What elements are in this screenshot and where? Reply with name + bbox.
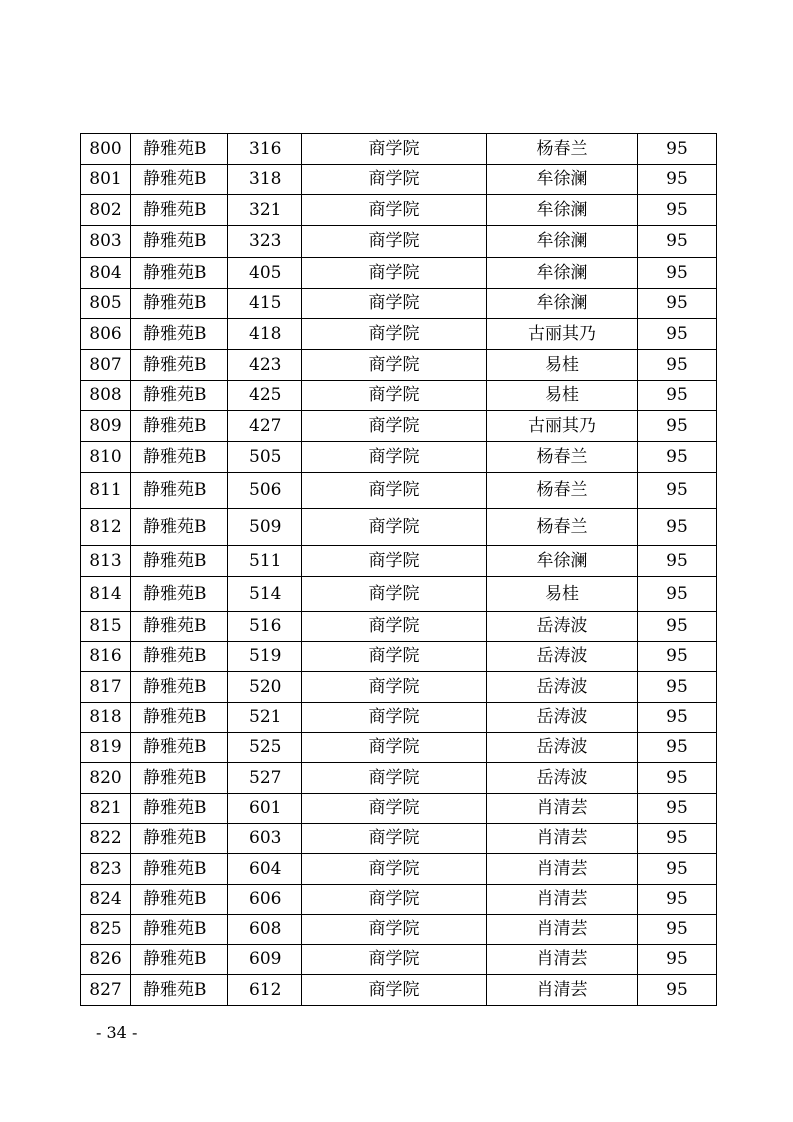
score-cell: 95	[638, 703, 717, 733]
building-cell: 静雅苑B	[131, 411, 228, 442]
person-cell: 古丽其乃	[487, 411, 638, 442]
person-cell: 肖清芸	[487, 794, 638, 824]
row-number-cell: 813	[81, 546, 131, 577]
score-cell: 95	[638, 473, 717, 509]
table-row	[81, 442, 717, 473]
table-row	[81, 975, 717, 1006]
score-cell: 95	[638, 733, 717, 763]
college-cell: 商学院	[302, 915, 487, 945]
college-cell: 商学院	[302, 763, 487, 794]
score-cell: 95	[638, 885, 717, 915]
table-row	[81, 612, 717, 642]
room-cell: 505	[228, 442, 302, 473]
score-cell: 95	[638, 319, 717, 350]
person-cell: 古丽其乃	[487, 319, 638, 350]
person-cell: 肖清芸	[487, 975, 638, 1006]
score-cell: 95	[638, 672, 717, 703]
college-cell: 商学院	[302, 885, 487, 915]
person-cell: 易桂	[487, 350, 638, 381]
building-cell: 静雅苑B	[131, 763, 228, 794]
person-cell: 岳涛波	[487, 612, 638, 642]
building-cell: 静雅苑B	[131, 195, 228, 226]
row-number-cell: 817	[81, 672, 131, 703]
table-row	[81, 350, 717, 381]
college-cell: 商学院	[302, 411, 487, 442]
table-row	[81, 319, 717, 350]
college-cell: 商学院	[302, 612, 487, 642]
table-row	[81, 577, 717, 612]
score-cell: 95	[638, 226, 717, 258]
building-cell: 静雅苑B	[131, 226, 228, 258]
table-row	[81, 473, 717, 509]
person-cell: 牟徐澜	[487, 289, 638, 319]
score-cell: 95	[638, 350, 717, 381]
score-cell: 95	[638, 289, 717, 319]
college-cell: 商学院	[302, 546, 487, 577]
building-cell: 静雅苑B	[131, 854, 228, 885]
building-cell: 静雅苑B	[131, 612, 228, 642]
score-cell: 95	[638, 381, 717, 411]
row-number-cell: 802	[81, 195, 131, 226]
room-cell: 511	[228, 546, 302, 577]
building-cell: 静雅苑B	[131, 509, 228, 546]
room-cell: 423	[228, 350, 302, 381]
building-cell: 静雅苑B	[131, 319, 228, 350]
college-cell: 商学院	[302, 509, 487, 546]
score-cell: 95	[638, 577, 717, 612]
score-cell: 95	[638, 165, 717, 195]
score-cell: 95	[638, 134, 717, 165]
building-cell: 静雅苑B	[131, 703, 228, 733]
table-row	[81, 381, 717, 411]
row-number-cell: 827	[81, 975, 131, 1006]
person-cell: 杨春兰	[487, 509, 638, 546]
room-cell: 525	[228, 733, 302, 763]
score-cell: 95	[638, 642, 717, 672]
person-cell: 肖清芸	[487, 885, 638, 915]
score-cell: 95	[638, 794, 717, 824]
room-cell: 427	[228, 411, 302, 442]
person-cell: 牟徐澜	[487, 546, 638, 577]
college-cell: 商学院	[302, 319, 487, 350]
table-row	[81, 289, 717, 319]
page-number: - 34 -	[96, 1023, 138, 1042]
row-number-cell: 804	[81, 258, 131, 289]
row-number-cell: 826	[81, 945, 131, 975]
row-number-cell: 800	[81, 134, 131, 165]
score-cell: 95	[638, 442, 717, 473]
building-cell: 静雅苑B	[131, 642, 228, 672]
table-row	[81, 226, 717, 258]
room-cell: 425	[228, 381, 302, 411]
building-cell: 静雅苑B	[131, 885, 228, 915]
person-cell: 杨春兰	[487, 442, 638, 473]
room-cell: 601	[228, 794, 302, 824]
building-cell: 静雅苑B	[131, 381, 228, 411]
building-cell: 静雅苑B	[131, 915, 228, 945]
person-cell: 岳涛波	[487, 672, 638, 703]
college-cell: 商学院	[302, 794, 487, 824]
college-cell: 商学院	[302, 289, 487, 319]
table-body	[81, 134, 717, 1006]
building-cell: 静雅苑B	[131, 824, 228, 854]
college-cell: 商学院	[302, 473, 487, 509]
row-number-cell: 820	[81, 763, 131, 794]
building-cell: 静雅苑B	[131, 577, 228, 612]
building-cell: 静雅苑B	[131, 258, 228, 289]
score-cell: 95	[638, 854, 717, 885]
row-number-cell: 822	[81, 824, 131, 854]
table-row	[81, 824, 717, 854]
room-cell: 612	[228, 975, 302, 1006]
room-cell: 321	[228, 195, 302, 226]
college-cell: 商学院	[302, 824, 487, 854]
person-cell: 岳涛波	[487, 703, 638, 733]
score-cell: 95	[638, 824, 717, 854]
room-cell: 527	[228, 763, 302, 794]
score-cell: 95	[638, 915, 717, 945]
row-number-cell: 810	[81, 442, 131, 473]
row-number-cell: 809	[81, 411, 131, 442]
row-number-cell: 803	[81, 226, 131, 258]
college-cell: 商学院	[302, 442, 487, 473]
person-cell: 岳涛波	[487, 733, 638, 763]
room-cell: 318	[228, 165, 302, 195]
college-cell: 商学院	[302, 672, 487, 703]
building-cell: 静雅苑B	[131, 672, 228, 703]
row-number-cell: 808	[81, 381, 131, 411]
row-number-cell: 818	[81, 703, 131, 733]
building-cell: 静雅苑B	[131, 289, 228, 319]
person-cell: 牟徐澜	[487, 195, 638, 226]
score-cell: 95	[638, 195, 717, 226]
row-number-cell: 821	[81, 794, 131, 824]
room-cell: 514	[228, 577, 302, 612]
person-cell: 易桂	[487, 381, 638, 411]
building-cell: 静雅苑B	[131, 350, 228, 381]
room-cell: 520	[228, 672, 302, 703]
building-cell: 静雅苑B	[131, 442, 228, 473]
room-cell: 418	[228, 319, 302, 350]
table-row	[81, 509, 717, 546]
row-number-cell: 805	[81, 289, 131, 319]
table-row	[81, 915, 717, 945]
score-cell: 95	[638, 411, 717, 442]
score-cell: 95	[638, 763, 717, 794]
room-cell: 506	[228, 473, 302, 509]
college-cell: 商学院	[302, 733, 487, 763]
person-cell: 肖清芸	[487, 854, 638, 885]
table-row	[81, 195, 717, 226]
college-cell: 商学院	[302, 703, 487, 733]
college-cell: 商学院	[302, 945, 487, 975]
table-row	[81, 642, 717, 672]
room-cell: 516	[228, 612, 302, 642]
building-cell: 静雅苑B	[131, 945, 228, 975]
college-cell: 商学院	[302, 134, 487, 165]
college-cell: 商学院	[302, 165, 487, 195]
room-cell: 604	[228, 854, 302, 885]
row-number-cell: 812	[81, 509, 131, 546]
room-cell: 606	[228, 885, 302, 915]
person-cell: 肖清芸	[487, 945, 638, 975]
room-cell: 519	[228, 642, 302, 672]
table-row	[81, 885, 717, 915]
row-number-cell: 824	[81, 885, 131, 915]
building-cell: 静雅苑B	[131, 134, 228, 165]
person-cell: 岳涛波	[487, 642, 638, 672]
college-cell: 商学院	[302, 975, 487, 1006]
table-row	[81, 854, 717, 885]
row-number-cell: 801	[81, 165, 131, 195]
room-cell: 609	[228, 945, 302, 975]
table-row	[81, 546, 717, 577]
table-row	[81, 165, 717, 195]
room-cell: 316	[228, 134, 302, 165]
college-cell: 商学院	[302, 577, 487, 612]
row-number-cell: 816	[81, 642, 131, 672]
table-row	[81, 258, 717, 289]
person-cell: 杨春兰	[487, 473, 638, 509]
building-cell: 静雅苑B	[131, 165, 228, 195]
building-cell: 静雅苑B	[131, 975, 228, 1006]
table-row	[81, 945, 717, 975]
college-cell: 商学院	[302, 226, 487, 258]
person-cell: 肖清芸	[487, 915, 638, 945]
row-number-cell: 811	[81, 473, 131, 509]
table-row	[81, 134, 717, 165]
table-row	[81, 703, 717, 733]
room-cell: 323	[228, 226, 302, 258]
person-cell: 牟徐澜	[487, 165, 638, 195]
table-row	[81, 733, 717, 763]
college-cell: 商学院	[302, 854, 487, 885]
person-cell: 易桂	[487, 577, 638, 612]
row-number-cell: 806	[81, 319, 131, 350]
room-cell: 509	[228, 509, 302, 546]
college-cell: 商学院	[302, 195, 487, 226]
row-number-cell: 807	[81, 350, 131, 381]
person-cell: 杨春兰	[487, 134, 638, 165]
row-number-cell: 814	[81, 577, 131, 612]
score-cell: 95	[638, 546, 717, 577]
room-cell: 415	[228, 289, 302, 319]
row-number-cell: 819	[81, 733, 131, 763]
person-cell: 肖清芸	[487, 824, 638, 854]
room-cell: 603	[228, 824, 302, 854]
table-row	[81, 411, 717, 442]
college-cell: 商学院	[302, 350, 487, 381]
room-cell: 521	[228, 703, 302, 733]
table-row	[81, 794, 717, 824]
room-cell: 405	[228, 258, 302, 289]
building-cell: 静雅苑B	[131, 546, 228, 577]
person-cell: 牟徐澜	[487, 258, 638, 289]
college-cell: 商学院	[302, 381, 487, 411]
score-cell: 95	[638, 258, 717, 289]
row-number-cell: 825	[81, 915, 131, 945]
person-cell: 岳涛波	[487, 763, 638, 794]
building-cell: 静雅苑B	[131, 473, 228, 509]
table-row	[81, 672, 717, 703]
building-cell: 静雅苑B	[131, 794, 228, 824]
room-cell: 608	[228, 915, 302, 945]
dormitory-score-table	[80, 133, 717, 1006]
person-cell: 牟徐澜	[487, 226, 638, 258]
score-cell: 95	[638, 945, 717, 975]
score-cell: 95	[638, 975, 717, 1006]
score-cell: 95	[638, 509, 717, 546]
college-cell: 商学院	[302, 642, 487, 672]
row-number-cell: 823	[81, 854, 131, 885]
row-number-cell: 815	[81, 612, 131, 642]
building-cell: 静雅苑B	[131, 733, 228, 763]
college-cell: 商学院	[302, 258, 487, 289]
table-row	[81, 763, 717, 794]
score-cell: 95	[638, 612, 717, 642]
